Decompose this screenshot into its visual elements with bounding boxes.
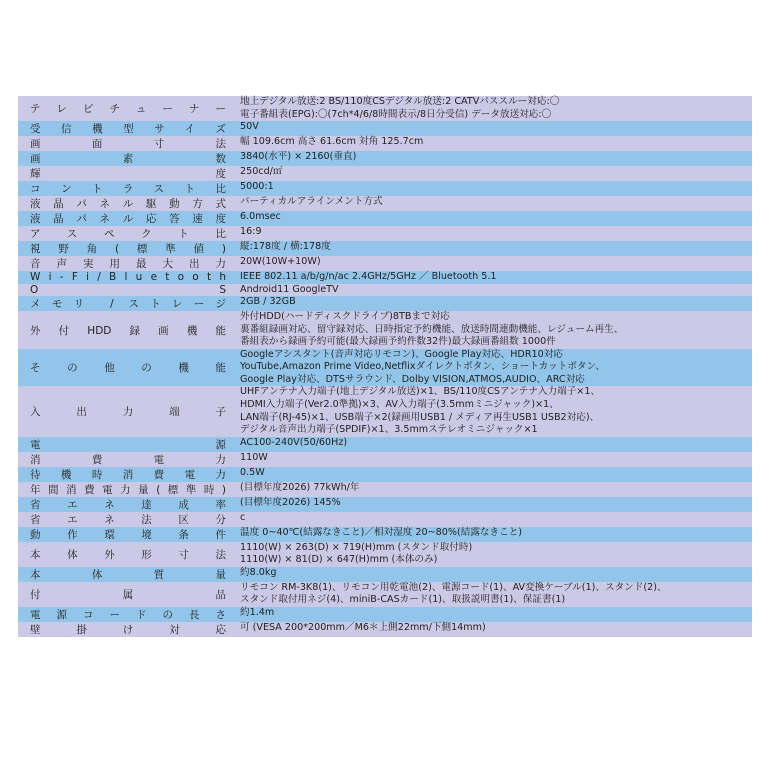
spec-value-line: 2GB / 32GB	[240, 296, 296, 308]
spec-row	[18, 311, 752, 349]
spec-label-cell	[18, 211, 234, 226]
spec-value	[234, 386, 752, 436]
spec-value-line: HDMI入力端子(Ver2.0準拠)×3、AV入力端子(3.5mmミニジャック)×1、	[240, 399, 559, 411]
spec-value	[234, 582, 752, 607]
spec-label-cell	[18, 181, 234, 196]
spec-label-cell	[18, 349, 234, 387]
spec-row	[18, 582, 752, 607]
spec-value-line: 3840(水平) × 2160(垂直)	[240, 151, 357, 163]
spec-row	[18, 467, 752, 482]
spec-row	[18, 136, 752, 151]
spec-label: W i - F i / B l u e t o o t h	[30, 271, 226, 284]
spec-label-cell	[18, 467, 234, 482]
spec-label-cell	[18, 437, 234, 452]
spec-label: アスペクト比	[30, 228, 226, 241]
spec-value-line: リモコン RM-3K8(1)、リモコン用乾電池(2)、電源コード(1)、AV変換ケーブル(1)、スタンド(2)、	[240, 581, 667, 593]
spec-label-cell	[18, 512, 234, 527]
spec-label-cell	[18, 582, 234, 607]
spec-value	[234, 542, 752, 567]
spec-value-line: Google Play対応、DTSサラウンド、Dolby VISION,ATMOS,AUDIO、ARC対応	[240, 373, 585, 385]
spec-row	[18, 542, 752, 567]
spec-value-line: 縦:178度 / 横:178度	[240, 241, 331, 253]
spec-value	[234, 166, 752, 181]
spec-label-cell	[18, 226, 234, 241]
spec-value	[234, 512, 752, 527]
spec-row	[18, 527, 752, 542]
spec-value	[234, 527, 752, 542]
spec-row	[18, 497, 752, 512]
spec-value-line: c	[240, 511, 246, 523]
spec-row	[18, 284, 752, 297]
spec-label-cell	[18, 241, 234, 256]
spec-label-cell	[18, 284, 234, 297]
spec-label-cell	[18, 136, 234, 151]
spec-label: 本 体 質 量	[30, 568, 226, 581]
spec-row	[18, 96, 752, 121]
spec-label: 受信機型サイズ	[30, 123, 226, 136]
spec-label: 外付HDD録画機能	[30, 324, 226, 337]
spec-value-line: 約8.0kg	[240, 566, 277, 578]
spec-value-line: YouTube,Amazon Prime Video,Netflixダイレクトボタン、ショートカットボタン、	[240, 361, 605, 373]
spec-value	[234, 311, 752, 349]
spec-value	[234, 349, 752, 387]
spec-label-cell	[18, 622, 234, 637]
spec-value-line: スタンド取付用ネジ(4)、miniB-CASカード(1)、取扱説明書(1)、保証書(1)	[240, 594, 566, 606]
spec-row	[18, 181, 752, 196]
spec-label-cell	[18, 196, 234, 211]
spec-label: 動作環境条件	[30, 528, 226, 541]
spec-value-line: 0.5W	[240, 466, 265, 478]
spec-label: 液晶パネル駆動方式	[30, 198, 226, 211]
spec-label-cell	[18, 542, 234, 567]
spec-row	[18, 622, 752, 637]
spec-value-line: 裏番組録画対応、留守録対応、日時指定予約機能、放送時間連動機能、レジューム再生、	[240, 323, 624, 335]
spec-row	[18, 196, 752, 211]
spec-label-cell	[18, 96, 234, 121]
spec-row	[18, 482, 752, 497]
spec-label: 待機時消費電力	[30, 468, 226, 481]
spec-label-cell	[18, 311, 234, 349]
spec-label-cell	[18, 452, 234, 467]
spec-value	[234, 226, 752, 241]
spec-value	[234, 437, 752, 452]
spec-value-line: 16:9	[240, 226, 262, 238]
spec-label: 音声実用最大出力	[30, 258, 226, 271]
spec-label: コントラスト比	[30, 183, 226, 196]
spec-row	[18, 121, 752, 136]
spec-value-line: LAN端子(RJ-45)×1、USB端子×2(録画用USB1 / メディア再生USB1 USB2対応)、	[240, 411, 600, 423]
spec-label: テレビチューナー	[30, 103, 226, 116]
spec-value-line: 50V	[240, 121, 259, 133]
spec-label: 本体外形寸法	[30, 548, 226, 561]
spec-row	[18, 271, 752, 284]
spec-label: 消 費 電 力	[30, 453, 226, 466]
spec-label-cell	[18, 386, 234, 436]
spec-value-line: バーティカルアラインメント方式	[240, 196, 383, 208]
spec-label: 液晶パネル応答速度	[30, 213, 226, 226]
spec-label-cell	[18, 527, 234, 542]
spec-value-line: 6.0msec	[240, 211, 281, 223]
spec-label: 省エネ法区分	[30, 513, 226, 526]
spec-label-cell	[18, 482, 234, 497]
spec-value	[234, 567, 752, 582]
spec-value-line: 110W	[240, 451, 268, 463]
spec-label-cell	[18, 151, 234, 166]
spec-label: 画 面 寸 法	[30, 138, 226, 151]
spec-row	[18, 241, 752, 256]
spec-value-line: (目標年度2026) 145%	[240, 496, 341, 508]
spec-value-line: 番組表から録画予約可能(最大録画予約件数32件)最大録画番組数 1000件	[240, 336, 556, 348]
spec-value-line: (目標年度2026) 77kWh/年	[240, 481, 360, 493]
spec-value-line: 5000:1	[240, 181, 274, 193]
spec-row	[18, 567, 752, 582]
spec-value	[234, 622, 752, 637]
spec-value-line: 1110(W) × 263(D) × 719(H)mm (スタンド取付時)	[240, 541, 473, 553]
spec-value	[234, 452, 752, 467]
spec-value-line: 可 (VESA 200*200mm／M6＊上側22mm/下側14mm)	[240, 621, 486, 633]
spec-label: 省エネ達成率	[30, 498, 226, 511]
spec-row	[18, 256, 752, 271]
spec-label: 壁 掛 け 対 応	[30, 623, 226, 636]
spec-value	[234, 196, 752, 211]
spec-value	[234, 241, 752, 256]
spec-value-line: 電子番組表(EPG):〇(7ch*4/6/8時間表示/8日分受信) データ放送対応:〇	[240, 108, 552, 120]
spec-row	[18, 512, 752, 527]
spec-row	[18, 296, 752, 311]
spec-value	[234, 607, 752, 622]
spec-value	[234, 121, 752, 136]
spec-value	[234, 296, 752, 311]
spec-value-line: 温度 0~40℃(結露なきこと)／相対湿度 20~80%(結露なきこと)	[240, 526, 523, 538]
spec-label: 電源コードの長さ	[30, 608, 226, 621]
spec-value	[234, 497, 752, 512]
spec-value-line: AC100-240V(50/60Hz)	[240, 436, 348, 448]
spec-value-line: Android11 GoogleTV	[240, 283, 339, 295]
spec-label-cell	[18, 121, 234, 136]
spec-label: 画 素 数	[30, 153, 226, 166]
spec-row	[18, 211, 752, 226]
spec-label: 視野角(標準値)	[30, 243, 226, 256]
spec-label: O S	[30, 283, 226, 296]
spec-value-line: 幅 109.6cm 高さ 61.6cm 対角 125.7cm	[240, 136, 424, 148]
spec-row	[18, 452, 752, 467]
spec-row	[18, 226, 752, 241]
spec-value	[234, 181, 752, 196]
spec-value	[234, 256, 752, 271]
spec-row	[18, 166, 752, 181]
spec-value	[234, 136, 752, 151]
spec-label: 入 出 力 端 子	[30, 406, 226, 419]
spec-value	[234, 467, 752, 482]
spec-label: その他の機能	[30, 362, 226, 375]
spec-value-line: IEEE 802.11 a/b/g/n/ac 2.4GHz/5GHz ／ Bluetooth 5.1	[240, 271, 497, 283]
spec-value	[234, 482, 752, 497]
spec-label-cell	[18, 166, 234, 181]
spec-value	[234, 284, 752, 297]
spec-value-line: 地上デジタル放送:2 BS/110度CSデジタル放送:2 CATVパススルー対応:〇	[240, 96, 560, 107]
spec-value-line: 20W(10W+10W)	[240, 256, 321, 268]
spec-value-line: Googleアシスタント(音声対応リモコン)、Google Play対応、HDR10対応	[240, 348, 563, 360]
spec-label-cell	[18, 256, 234, 271]
spec-value	[234, 271, 752, 284]
spec-value-line: UHFアンテナ入力端子(地上デジタル放送)×1、BS/110度CSアンテナ入力端子×1、	[240, 386, 601, 398]
spec-value-line: 約1.4m	[240, 606, 275, 618]
spec-value-line: 外付HDD(ハードディスクドライブ)8TBまで対応	[240, 311, 450, 323]
spec-label: メモリ / ストレージ	[30, 298, 226, 311]
spec-row	[18, 151, 752, 166]
spec-label: 電 源	[30, 438, 226, 451]
spec-label-cell	[18, 497, 234, 512]
spec-value	[234, 96, 752, 121]
spec-label: 輝 度	[30, 168, 226, 181]
spec-value-line: 1110(W) × 81(D) × 647(H)mm (本体のみ)	[240, 554, 438, 566]
spec-value	[234, 211, 752, 226]
spec-row	[18, 386, 752, 436]
spec-value-line: 250cd/㎡	[240, 166, 283, 178]
spec-label: 年間消費電力量(標準時)	[30, 483, 226, 496]
spec-row	[18, 349, 752, 387]
spec-value-line: デジタル音声出力端子(SPDIF)×1、3.5mmステレオミニジャック×1	[240, 424, 538, 436]
spec-label-cell	[18, 271, 234, 284]
spec-value	[234, 151, 752, 166]
spec-row	[18, 607, 752, 622]
spec-table	[18, 96, 752, 637]
spec-row	[18, 437, 752, 452]
spec-label-cell	[18, 567, 234, 582]
spec-label: 付 属 品	[30, 588, 226, 601]
spec-label-cell	[18, 296, 234, 311]
spec-label-cell	[18, 607, 234, 622]
